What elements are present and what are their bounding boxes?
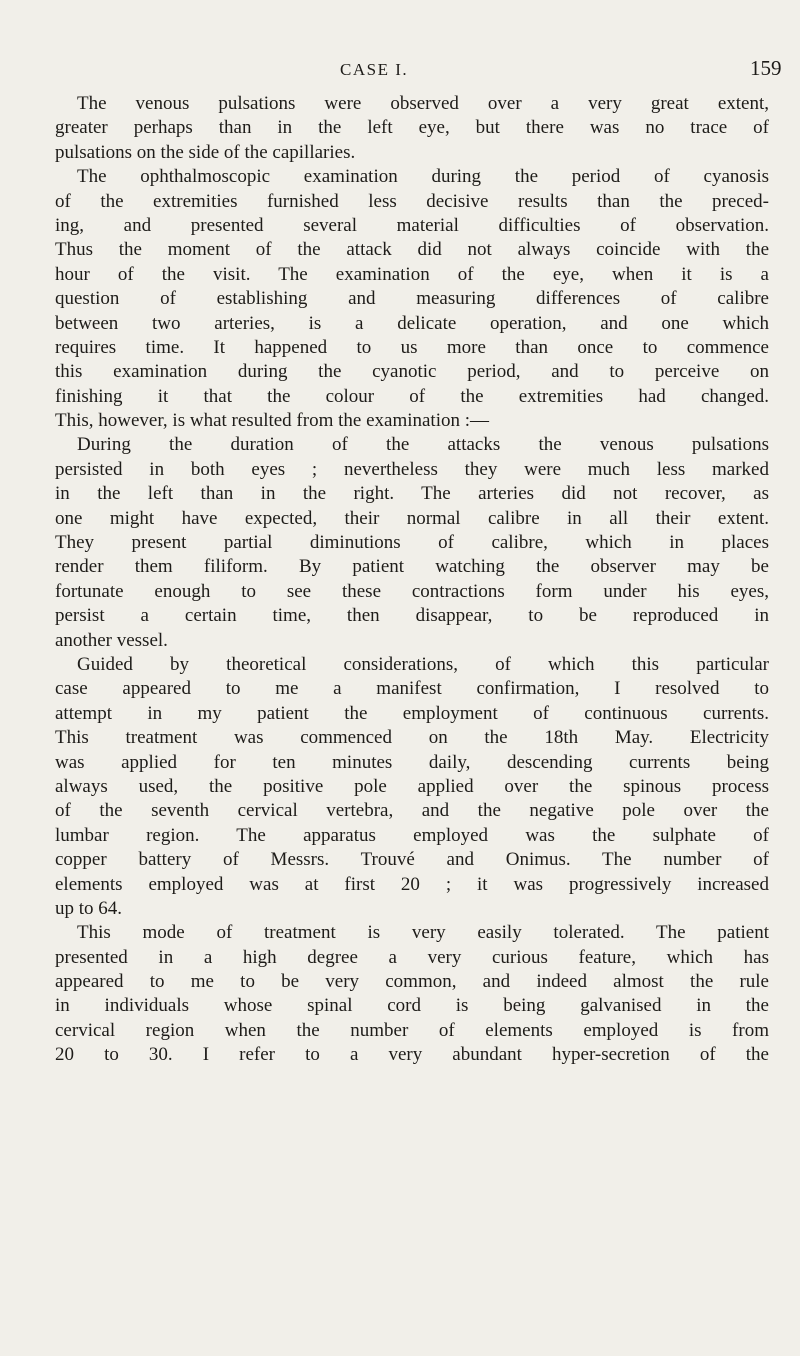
text-line: of the seventh cervical vertebra, and the negative pole over the	[55, 800, 769, 822]
page-number: 159	[750, 56, 782, 80]
text-line: appeared to me to be very common, and indeed almost the rule	[55, 971, 769, 993]
text-line: greater perhaps than in the left eye, but there was no trace of	[55, 117, 769, 139]
text-line: This mode of treatment is very easily tolerated. The patient	[77, 922, 769, 944]
text-line: elements employed was at first 20 ; it was progressively increased	[55, 873, 769, 895]
text-line: question of establishing and measuring differences of calibre	[55, 288, 769, 310]
text-line: up to 64.	[55, 897, 123, 919]
text-line: Thus the moment of the attack did not always coincide with the	[55, 239, 769, 261]
text-line: They present partial diminutions of calibre, which in places	[55, 532, 769, 554]
text-line: The ophthalmoscopic examination during the period of cyanosis	[77, 166, 769, 188]
text-line: attempt in my patient the employment of continuous currents.	[55, 702, 769, 724]
text-line: This treatment was commenced on the 18th May. Electricity	[55, 727, 769, 749]
text-line: persisted in both eyes ; nevertheless they were much less marked	[55, 458, 769, 480]
text-line: 20 to 30. I refer to a very abundant hyper-secretion of the	[55, 1044, 769, 1066]
text-line: persist a certain time, then disappear, to be reproduced in	[55, 605, 769, 627]
text-line: another vessel.	[55, 629, 168, 651]
text-line: this examination during the cyanotic period, and to perceive on	[55, 361, 769, 383]
text-line: in the left than in the right. The arteries did not recover, as	[55, 483, 769, 505]
text-line: During the duration of the attacks the venous pulsations	[77, 434, 769, 456]
text-line: requires time. It happened to us more than once to commence	[55, 336, 769, 358]
text-line: was applied for ten minutes daily, descending currents being	[55, 751, 769, 773]
text-line: This, however, is what resulted from the examination :—	[55, 410, 490, 432]
text-line: presented in a high degree a very curious feature, which has	[55, 946, 769, 968]
running-header	[0, 56, 800, 90]
text-line: fortunate enough to see these contractions form under his eyes,	[55, 580, 769, 602]
text-line: finishing it that the colour of the extremities had changed.	[55, 385, 769, 407]
text-line: one might have expected, their normal calibre in all their extent.	[55, 507, 769, 529]
text-line: The venous pulsations were observed over a very great extent,	[77, 93, 769, 114]
body-text	[55, 92, 769, 1068]
text-line: pulsations on the side of the capillaries.	[55, 141, 356, 163]
text-line: in individuals whose spinal cord is being galvanised in the	[55, 995, 769, 1017]
text-line: always used, the positive pole applied over the spinous process	[55, 775, 769, 797]
running-title: CASE I.	[340, 60, 409, 79]
text-line: between two arteries, is a delicate operation, and one which	[55, 312, 769, 334]
text-line: lumbar region. The apparatus employed was the sulphate of	[55, 824, 769, 846]
text-line: of the extremities furnished less decisive results than the preced-	[55, 190, 769, 212]
text-line: render them filiform. By patient watching the observer may be	[55, 556, 769, 578]
text-line: ing, and presented several material difficulties of observation.	[55, 214, 769, 236]
text-line: hour of the visit. The examination of the eye, when it is a	[55, 263, 769, 285]
text-line: copper battery of Messrs. Trouvé and Onimus. The number of	[55, 849, 769, 871]
text-line: Guided by theoretical considerations, of which this particular	[77, 653, 769, 675]
text-line: cervical region when the number of elements employed is from	[55, 1019, 769, 1041]
text-line: case appeared to me a manifest confirmation, I resolved to	[55, 678, 769, 700]
